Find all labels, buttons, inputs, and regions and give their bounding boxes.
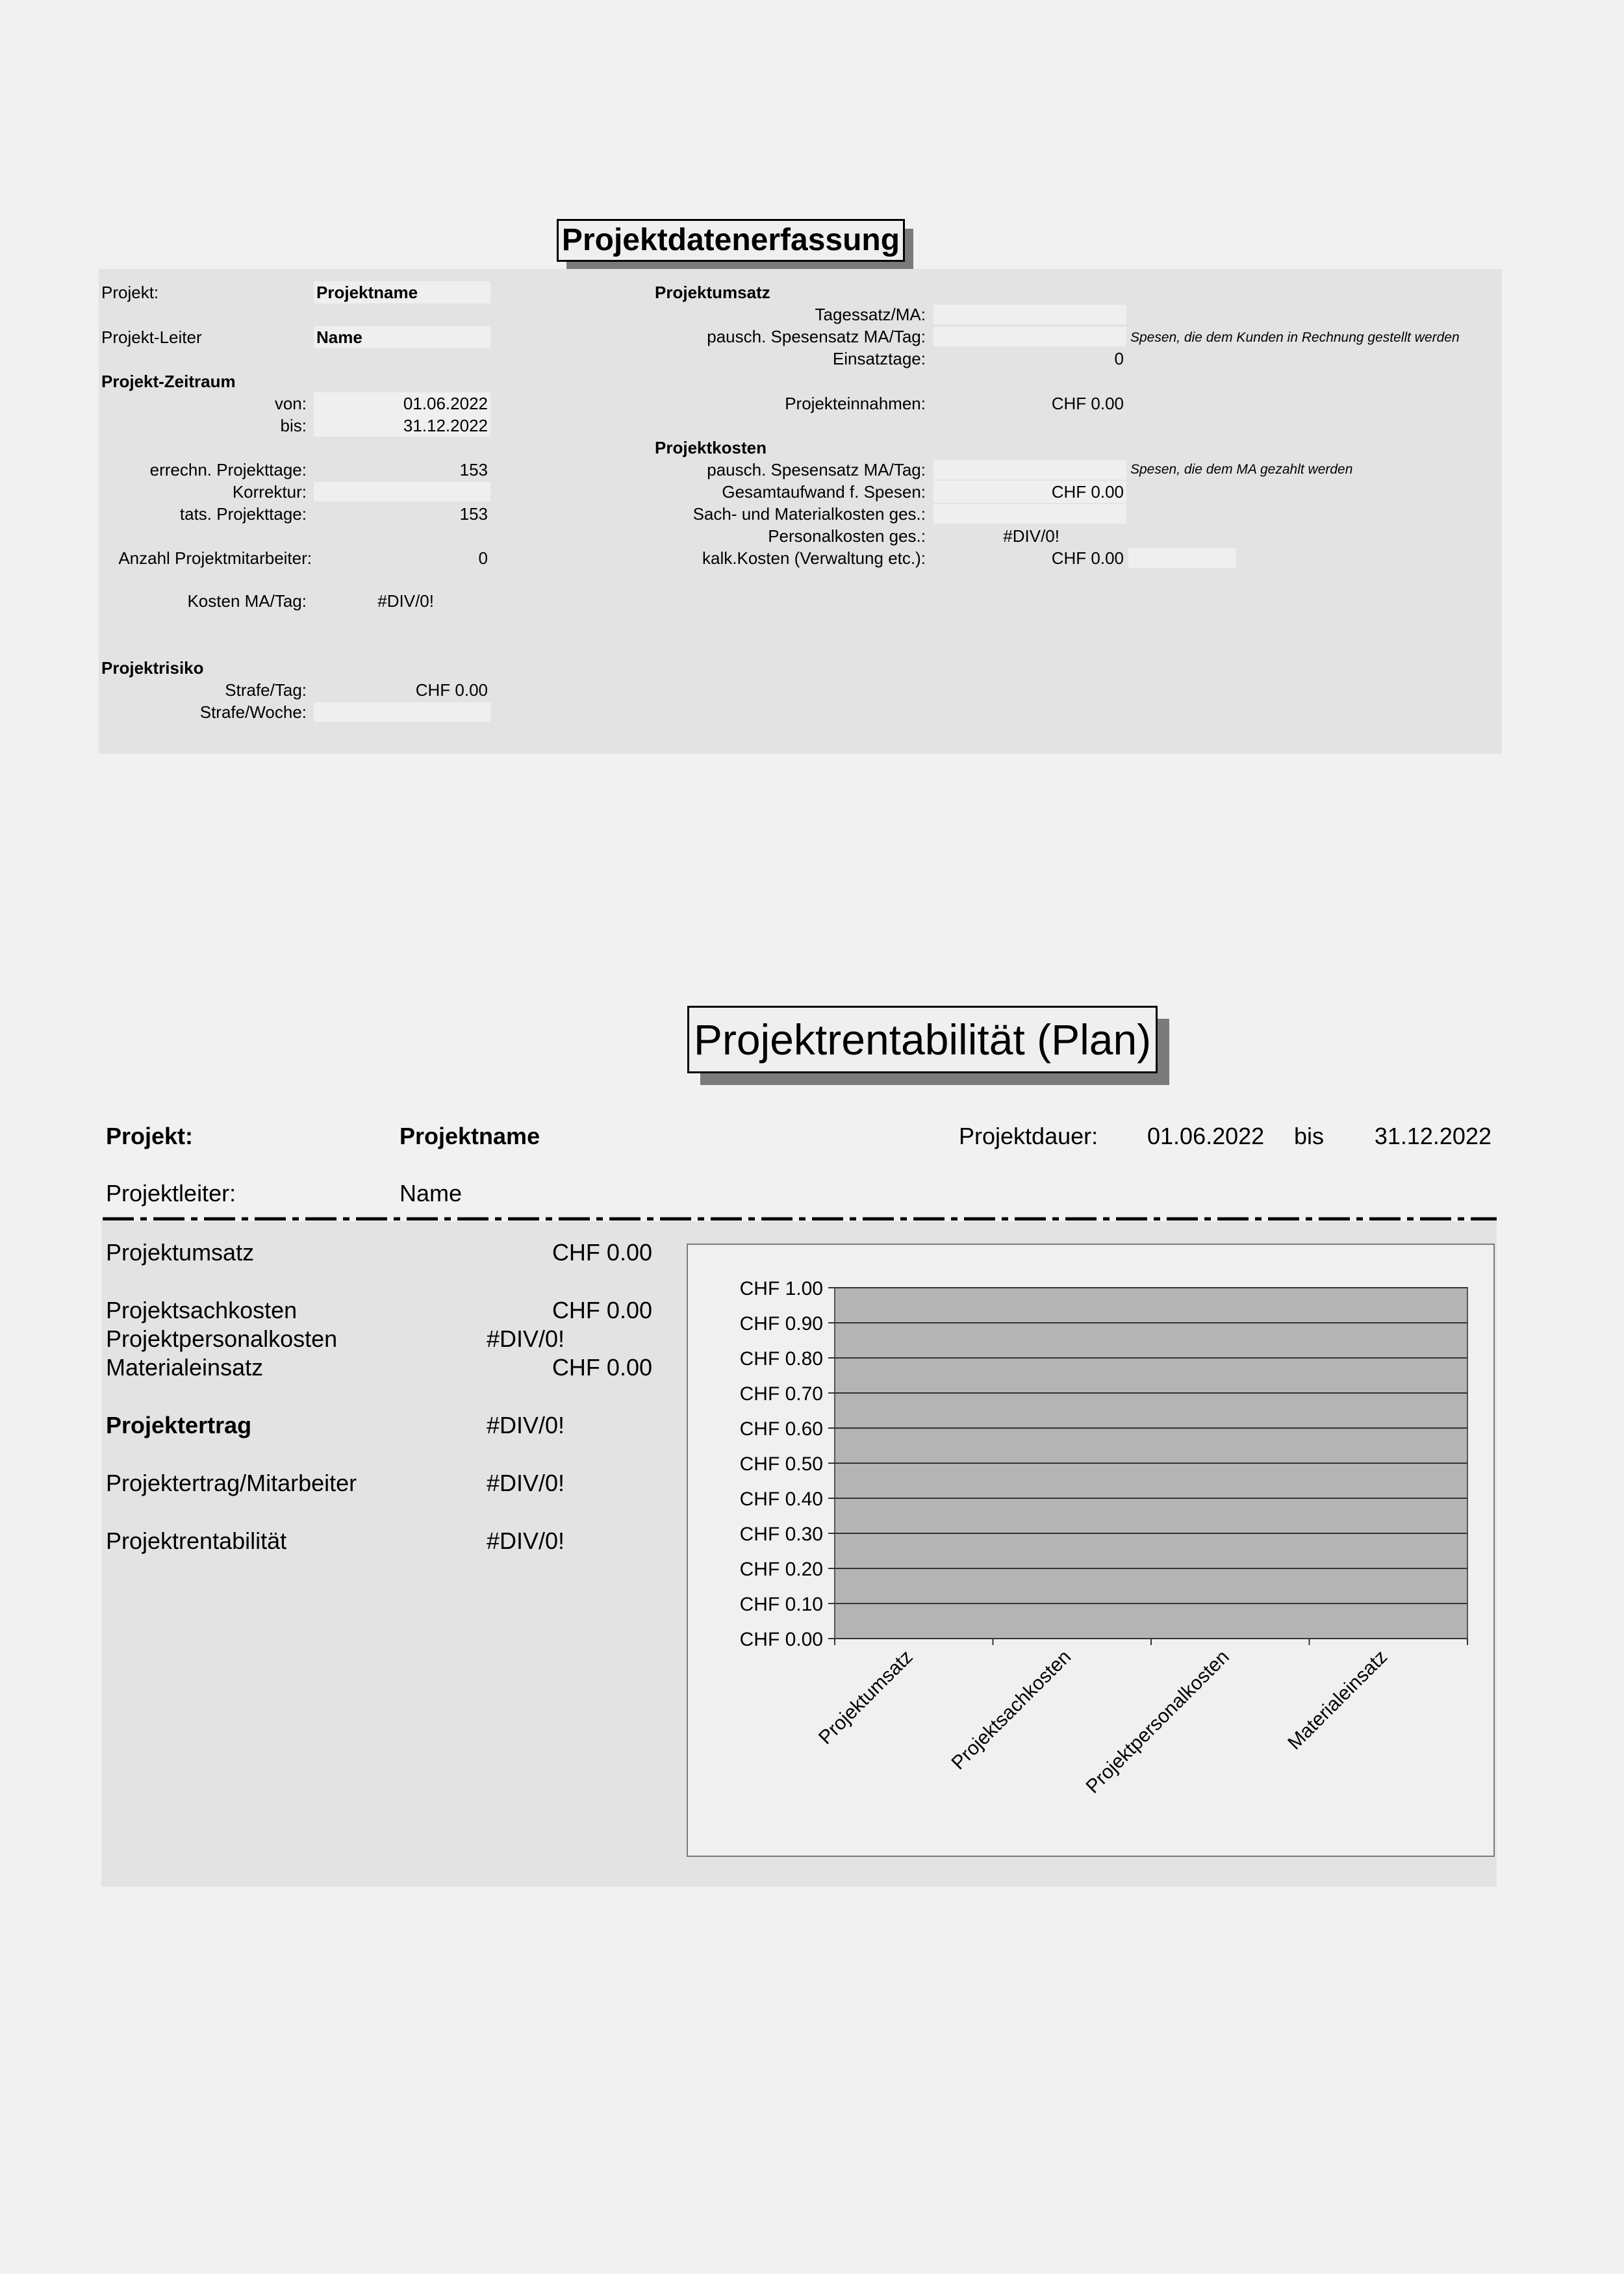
y-tick-label: CHF 0.30 [739, 1524, 823, 1545]
kalk-label: kalk.Kosten (Verwaltung etc.): [702, 548, 926, 568]
dauer-von: 01.06.2022 [1147, 1123, 1265, 1149]
strafe-woche-label: Strafe/Woche: [199, 702, 307, 722]
row-material-label: Materialeinsatz [106, 1354, 264, 1381]
strafe-woche-field[interactable] [314, 702, 490, 722]
strafe-tag-label: Strafe/Tag: [225, 680, 307, 700]
tats-label: tats. Projekttage: [179, 504, 307, 524]
row-ertrag-value: #DIV/0! [487, 1412, 565, 1438]
row-rentabilitaet-label: Projektrentabilität [106, 1527, 287, 1554]
row-ertrag-label: Projektertrag [106, 1412, 252, 1438]
x-tick-label: Projektumsatz [814, 1646, 917, 1749]
kalk-value: CHF 0.00 [1051, 548, 1124, 568]
bar-chart [688, 1245, 1493, 1856]
umsatz-heading: Projektumsatz [655, 283, 770, 302]
y-tick-label: CHF 0.00 [739, 1629, 823, 1650]
page-title-entry: Projektdatenerfassung [557, 219, 905, 262]
personalkosten-label: Personalkosten ges.: [768, 526, 926, 546]
kalk-extra-field[interactable] [1128, 548, 1236, 568]
leiter-name-field[interactable]: Name [314, 326, 490, 348]
y-tick-label: CHF 0.90 [739, 1313, 823, 1335]
x-tick-label: Materialeinsatz [1284, 1646, 1392, 1754]
bis-date-field[interactable]: 31.12.2022 [314, 415, 490, 437]
report-leiter-label: Projektleiter: [106, 1180, 236, 1207]
report-projekt-label: Projekt: [106, 1123, 194, 1149]
row-personalkosten-label: Projektpersonalkosten [106, 1325, 338, 1352]
projekt-label: Projekt: [101, 283, 159, 302]
y-tick-label: CHF 0.60 [739, 1418, 823, 1440]
dauer-bis: 31.12.2022 [1374, 1123, 1491, 1149]
y-tick-label: CHF 1.00 [739, 1278, 823, 1299]
gesamtaufwand-label: Gesamtaufwand f. Spesen: [722, 482, 926, 502]
einsatztage-label: Einsatztage: [832, 349, 926, 368]
spesensatz2-field[interactable] [933, 460, 1126, 479]
anzahl-label: Anzahl Projektmitarbeiter: [118, 548, 312, 568]
spesensatz2-label: pausch. Spesensatz MA/Tag: [707, 460, 926, 479]
anzahl-value: 0 [478, 548, 488, 568]
y-tick-label: CHF 0.10 [739, 1594, 823, 1615]
einsatztage-value: 0 [1114, 349, 1124, 368]
y-tick-label: CHF 0.50 [739, 1453, 823, 1475]
spesen-ma-note: Spesen, die dem MA gezahlt werden [1130, 462, 1353, 477]
zeitraum-heading: Projekt-Zeitraum [101, 372, 236, 391]
row-rentabilitaet-value: #DIV/0! [487, 1527, 565, 1554]
projekt-name-field[interactable]: Projektname [314, 281, 490, 303]
y-tick-label: CHF 0.40 [739, 1488, 823, 1510]
dauer-label: Projektdauer: [959, 1123, 1098, 1149]
von-date-field[interactable]: 01.06.2022 [314, 392, 490, 415]
gesamtaufwand-value: CHF 0.00 [933, 481, 1126, 503]
errechn-label: errechn. Projekttage: [149, 460, 307, 479]
row-umsatz-label: Projektumsatz [106, 1239, 255, 1266]
row-sachkosten-label: Projektsachkosten [106, 1297, 298, 1323]
report-leiter-value: Name [400, 1180, 463, 1207]
errechn-value: 153 [459, 460, 488, 479]
row-material-value: CHF 0.00 [552, 1354, 652, 1381]
y-tick-label: CHF 0.70 [739, 1383, 823, 1405]
einnahmen-value: CHF 0.00 [1051, 394, 1124, 413]
tagessatz-field[interactable] [933, 305, 1126, 324]
report-projekt-value: Projektname [400, 1123, 540, 1149]
y-tick-label: CHF 0.80 [739, 1348, 823, 1370]
x-tick-label: Projektsachkosten [947, 1646, 1076, 1774]
header-divider [103, 1216, 1497, 1221]
kosten-heading: Projektkosten [655, 438, 767, 457]
row-sachkosten-value: CHF 0.00 [552, 1297, 652, 1323]
kosten-ma-value: #DIV/0! [377, 591, 434, 611]
einnahmen-label: Projekteinnahmen: [785, 394, 926, 413]
y-tick-label: CHF 0.20 [739, 1559, 823, 1580]
risiko-heading: Projektrisiko [101, 658, 204, 678]
row-ertrag-ma-label: Projektertrag/Mitarbeiter [106, 1470, 357, 1496]
spesensatz-label: pausch. Spesensatz MA/Tag: [707, 327, 926, 346]
page-title-report: Projektrentabilität (Plan) [687, 1006, 1158, 1073]
bis-label: bis: [280, 416, 307, 435]
spesensatz-field[interactable] [933, 327, 1126, 346]
personalkosten-value: #DIV/0! [1003, 526, 1059, 546]
von-label: von: [274, 394, 307, 413]
x-tick-label: Projektpersonalkosten [1082, 1646, 1234, 1798]
chart-frame [687, 1244, 1495, 1857]
korrektur-label: Korrektur: [232, 482, 307, 502]
leiter-label: Projekt-Leiter [101, 327, 202, 347]
row-personalkosten-value: #DIV/0! [487, 1325, 565, 1352]
tagessatz-label: Tagessatz/MA: [815, 305, 926, 324]
korrektur-field[interactable] [314, 482, 490, 502]
sachkosten-label: Sach- und Materialkosten ges.: [692, 504, 926, 524]
row-umsatz-value: CHF 0.00 [552, 1239, 652, 1266]
kosten-ma-label: Kosten MA/Tag: [187, 591, 307, 611]
strafe-tag-value: CHF 0.00 [415, 680, 488, 700]
tats-value: 153 [459, 504, 488, 524]
dauer-bis-label: bis [1294, 1123, 1325, 1149]
spesen-kunde-note: Spesen, die dem Kunden in Rechnung gestellt werden [1130, 330, 1460, 345]
sachkosten-field[interactable] [933, 504, 1126, 524]
row-ertrag-ma-value: #DIV/0! [487, 1470, 565, 1496]
